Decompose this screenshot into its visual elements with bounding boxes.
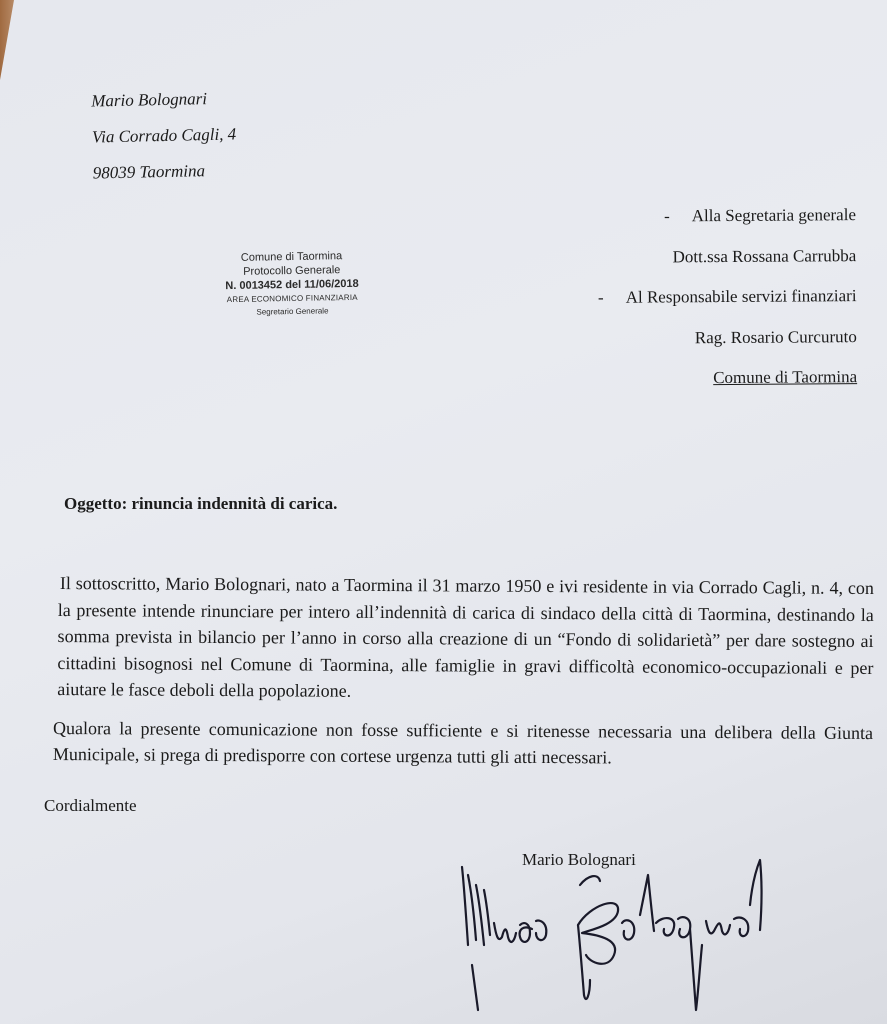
recipient-finance: Al Responsabile servizi finanziari [626, 286, 858, 307]
stamp-number: N. 0013452 del 11/06/2018 [225, 277, 359, 293]
desk-edge [0, 0, 14, 80]
sender-name: Mario Bolognari [91, 89, 208, 111]
letter-body [53, 570, 874, 785]
recipient-secretary-name: Dott.ssa Rossana Carrubba [672, 245, 857, 266]
sender-block [91, 81, 237, 192]
recipient-line-3 [598, 276, 857, 318]
stamp-office: Segretario Generale [256, 306, 329, 317]
recipient-dash-1: - [664, 206, 671, 226]
recipient-municipality: Comune di Taormina [713, 367, 858, 388]
recipients-block [598, 195, 858, 399]
recipient-dash-2: - [598, 287, 605, 307]
recipient-finance-name: Rag. Rosario Curcuruto [695, 326, 858, 347]
recipient-line-1 [598, 195, 857, 237]
stamp-protocol: Protocollo Generale [243, 264, 341, 278]
body-paragraph-2: Qualora la presente comunicazione non fosse sufficiente e si ritenesse necessaria una delibera della Giunta Municipale, si prega di predisporre con cortese urgenza tutti gli atti necessari. [52, 717, 874, 768]
handwritten-signature [450, 845, 790, 1020]
letter-subject: Oggetto: rinuncia indennità di carica. [64, 494, 338, 513]
sender-city: 98039 Taormina [92, 161, 206, 183]
recipient-secretary: Alla Segretaria generale [692, 205, 857, 226]
closing-greeting: Cordialmente [44, 796, 137, 815]
stamp-area: AREA ECONOMICO FINANZIARIA [226, 292, 358, 305]
body-paragraph-1: Il sottoscritto, Mario Bolognari, nato a Taormina il 31 marzo 1950 e ivi residente in via Corrado Cagli, n. 4, con la presente intende rinunciare per intero all’indennità di carica di sindaco della città di Taormina, destinando la somma prevista in bilancio per l’anno in corso alla creazione di un “Fondo di solidarietà” per dare sostegno ai cittadini bisognosi nel Comune di Taormina, alle famiglie in gravi difficoltà economico-occupazionali e per aiutare le fasce deboli della popolazione. [57, 573, 874, 701]
protocol-stamp [211, 249, 372, 320]
stamp-municipality: Comune di Taormina [240, 250, 343, 264]
sender-address: Via Corrado Cagli, 4 [91, 124, 237, 147]
signature-printed-name: Mario Bolognari [522, 850, 636, 869]
